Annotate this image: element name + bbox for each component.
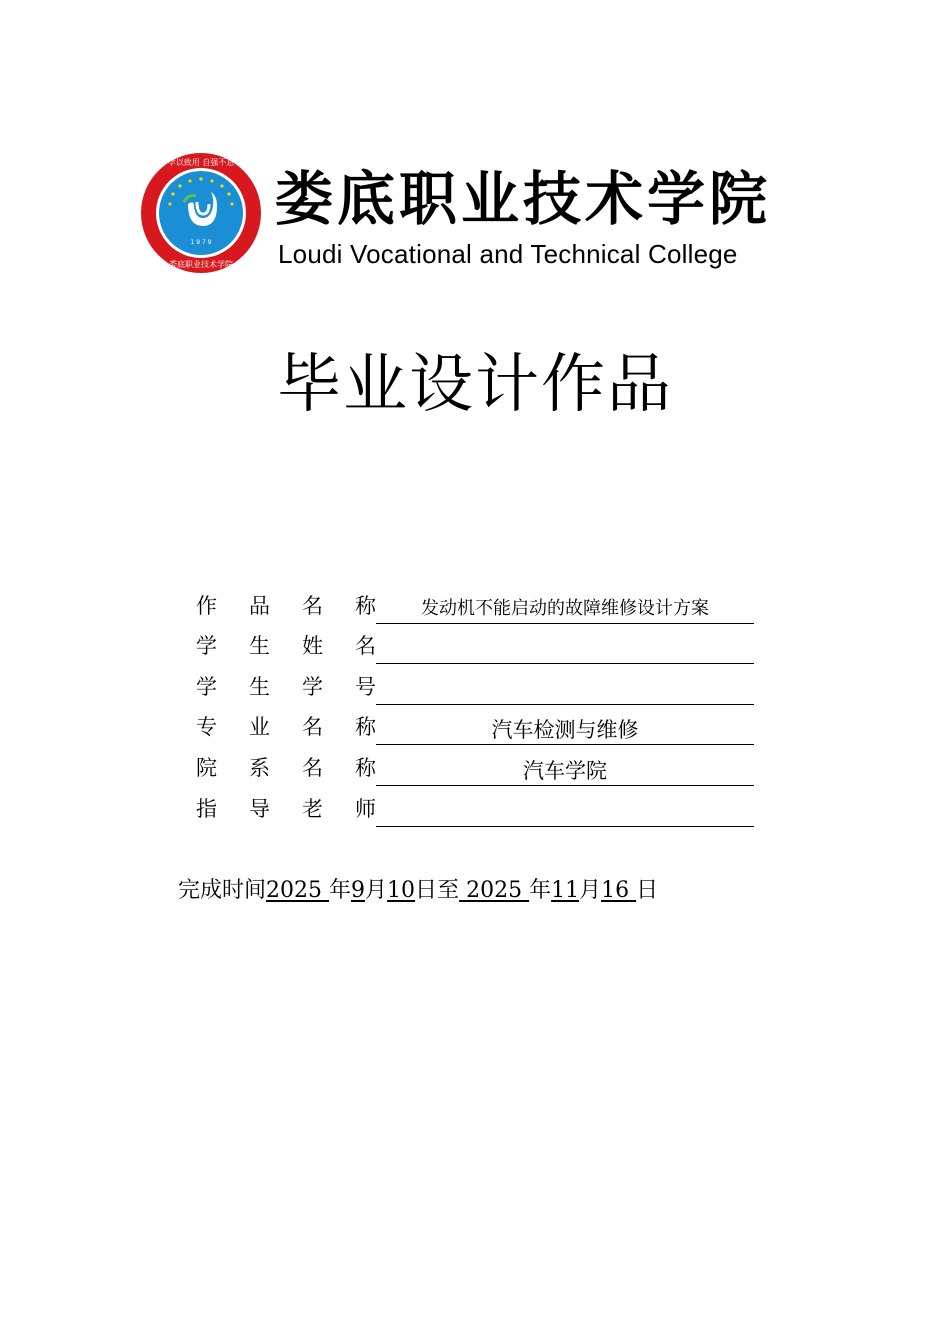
logo-top-text: 学以致用 自强不息	[167, 158, 235, 167]
student-id-field[interactable]	[376, 676, 754, 705]
month-label-2: 月	[579, 878, 602, 903]
field-label: 指 导 老 师	[196, 796, 376, 821]
department-field[interactable]: 汽车学院	[376, 757, 754, 786]
end-month: 11	[551, 878, 580, 903]
advisor-field[interactable]	[376, 798, 754, 827]
start-month: 9	[351, 878, 366, 903]
student-name-field[interactable]	[376, 635, 754, 664]
field-label: 作 品 名 称	[196, 593, 376, 618]
logo-bottom-text: 娄底职业技术学院	[169, 260, 233, 269]
project-name-field[interactable]: 发动机不能启动的故障维修设计方案	[376, 595, 754, 624]
month-label: 月	[365, 878, 388, 903]
end-day: 16	[601, 878, 630, 903]
college-name-en: Loudi Vocational and Technical College	[278, 239, 738, 269]
info-row-student-name	[196, 624, 756, 665]
year-label-2: 年	[529, 878, 552, 903]
college-header	[140, 152, 820, 277]
info-row-department	[196, 745, 756, 786]
field-label: 专 业 名 称	[196, 715, 376, 740]
info-row-advisor	[196, 786, 756, 827]
to-label: 至	[437, 878, 460, 903]
logo-year: 1 9 7 9	[190, 239, 212, 246]
start-day: 10	[387, 878, 416, 903]
field-label: 学 生 姓 名	[196, 634, 376, 659]
field-label: 学 生 学 号	[196, 674, 376, 699]
document-title: 毕业设计作品	[277, 348, 673, 422]
college-name-cn: 娄底职业技术学院	[275, 165, 772, 233]
college-logo	[140, 152, 262, 274]
info-row-major	[196, 705, 756, 746]
info-row-student-id	[196, 664, 756, 705]
field-label: 院 系 名 称	[196, 755, 376, 780]
end-year: 2025	[466, 878, 523, 903]
year-label: 年	[329, 878, 352, 903]
start-year: 2025	[266, 878, 323, 903]
completion-prefix: 完成时间	[178, 878, 267, 903]
day-label-2: 日	[636, 878, 659, 903]
major-field[interactable]: 汽车检测与维修	[376, 716, 754, 745]
completion-time	[178, 876, 658, 906]
info-row-project	[196, 583, 756, 624]
day-label: 日	[415, 878, 438, 903]
info-table	[196, 583, 756, 827]
